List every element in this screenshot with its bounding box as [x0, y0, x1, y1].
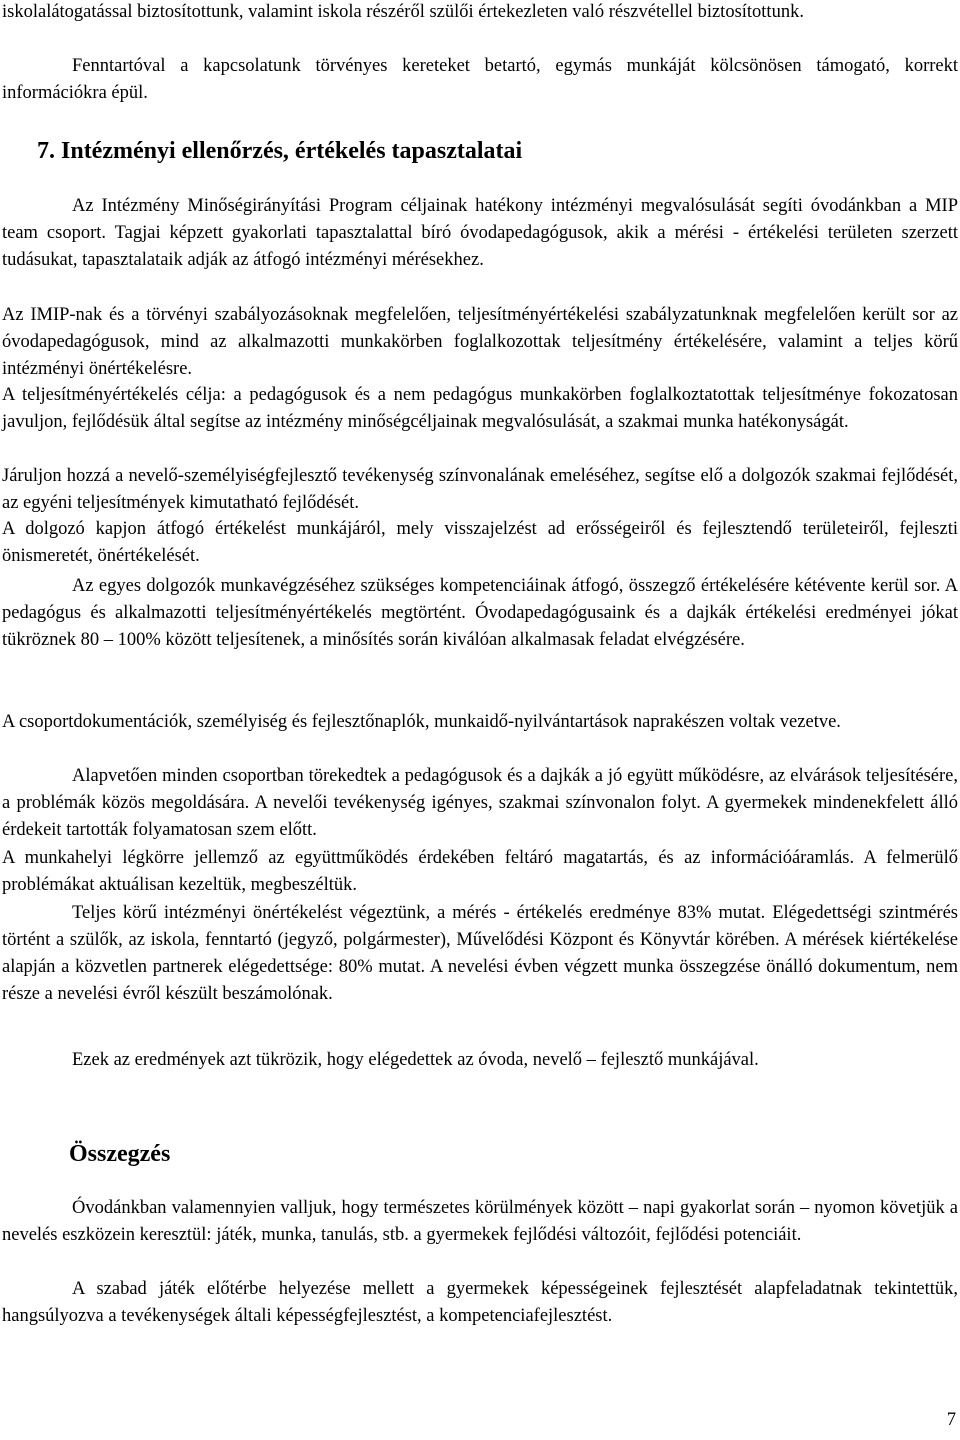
page-number: 7 — [946, 1410, 956, 1430]
intro-paragraph-1: iskolalátogatással biztosítottunk, valamint iskola részéről szülői értekezleten való részvétellel biztosítottunk. — [2, 2, 804, 22]
section-7-paragraph-4: Járuljon hozzá a nevelő-személyiségfejlesztő tevékenység színvonalának emeléséhez, segítse elő a dolgozók szakmai fejlődését, az egyéni teljesítmények kimutatható fejlődését. — [2, 466, 958, 514]
section-7-paragraph-9: A munkahelyi légkörre jellemző az együttműködés érdekében feltáró magatartás, és az információáramlás. A felmerülő problémákat aktuálisan kezeltük, megbeszéltük. — [2, 848, 958, 896]
section-7-paragraph-7: A csoportdokumentációk, személyiség és fejlesztőnaplók, munkaidő-nyilvántartások naprakészen voltak vezetve. — [2, 712, 841, 732]
section-7-paragraph-2: Az IMIP-nak és a törvényi szabályozásoknak megfelelően, teljesítményértékelési szabályzatunknak megfelelően került sor az óvodapedagógusok, mind az alkalmazotti munkakörben foglalkozottak teljesítmény értékelésére, valamint a teljes körű intézményi önértékelésre. — [2, 305, 958, 380]
summary-paragraph-2: A szabad játék előtérbe helyezése mellett a gyermekek képességeinek fejlesztését alapfeladatnak tekintettük, hangsúlyozva a tevékenységek általi képességfejlesztést, a kompetenciafejlesztést. — [2, 1279, 958, 1327]
section-7-paragraph-10: Teljes körű intézményi önértékelést végeztünk, a mérés - értékelés eredménye 83% mutat. Elégedettségi szintmérés történt a szülők, az iskola, fenntartó (jegyző, polgármester), Művelődési Központ és Könyvtár körében. A mérések kiértékelése alapján a közvetlen partnerek elégedettsége: 80% mutat. A nevelési évben végzett munka összegzése önálló dokumentum, nem része a nevelési évről készült beszámolónak. — [2, 903, 958, 1005]
section-7-paragraph-8: Alapvetően minden csoportban törekedtek a pedagógusok és a dajkák a jó együtt működésre, az elvárások teljesítésére, a problémák közös megoldására. A nevelői tevékenység igényes, szakmai színvonalon folyt. A gyermekek mindenekfelett álló érdekeit tartották folyamatosan szem előtt. — [2, 766, 958, 841]
section-7-heading: 7. Intézményi ellenőrzés, értékelés tapasztalatai — [37, 138, 523, 164]
section-7-paragraph-5: A dolgozó kapjon átfogó értékelést munkájáról, mely visszajelzést ad erősségeiről és fejlesztendő területeiről, fejleszti önismeretét, önértékelését. — [2, 519, 958, 567]
section-7-paragraph-1: Az Intézmény Minőségirányítási Program céljainak hatékony intézményi megvalósulását segíti óvodánkban a MIP team csoport. Tagjai képzett gyakorlati tapasztalattal bíró óvodapedagógusok, akik a mérési - értékelési területen szerzett tudásukat, tapasztalataik adják az átfogó intézményi mérésekhez. — [2, 196, 958, 271]
intro-paragraph-2: Fenntartóval a kapcsolatunk törvényes kereteket betartó, egymás munkáját kölcsönösen támogató, korrekt információkra épül. — [2, 56, 958, 104]
section-7-paragraph-3: A teljesítményértékelés célja: a pedagógusok és a nem pedagógus munkakörben foglalkoztatottak teljesítménye fokozatosan javuljon, fejlődésük által segítse az intézmény minőségcéljainak megvalósulását, a szakmai munka hatékonyságát. — [2, 385, 958, 433]
section-7-paragraph-6: Az egyes dolgozók munkavégzéséhez szükséges kompetenciáinak átfogó, összegző értékelésére kétévente kerül sor. A pedagógus és alkalmazotti teljesítményértékelés megtörtént. Óvodapedagógusaink és a dajkák értékelési eredményei jókat tükröznek 80 – 100% között teljesítenek, a minősítés során kiválóan alkalmasak feladat elvégzésére. — [2, 576, 958, 651]
summary-paragraph-1: Óvodánkban valamennyien valljuk, hogy természetes körülmények között – napi gyakorlat során – nyomon követjük a nevelés eszközein keresztül: játék, munka, tanulás, stb. a gyermekek fejlődési változóit, fejlődési potenciáit. — [2, 1198, 958, 1246]
section-7-paragraph-11: Ezek az eredmények azt tükrözik, hogy elégedettek az óvoda, nevelő – fejlesztő munkájával. — [72, 1050, 759, 1070]
summary-heading: Összegzés — [69, 1141, 171, 1167]
